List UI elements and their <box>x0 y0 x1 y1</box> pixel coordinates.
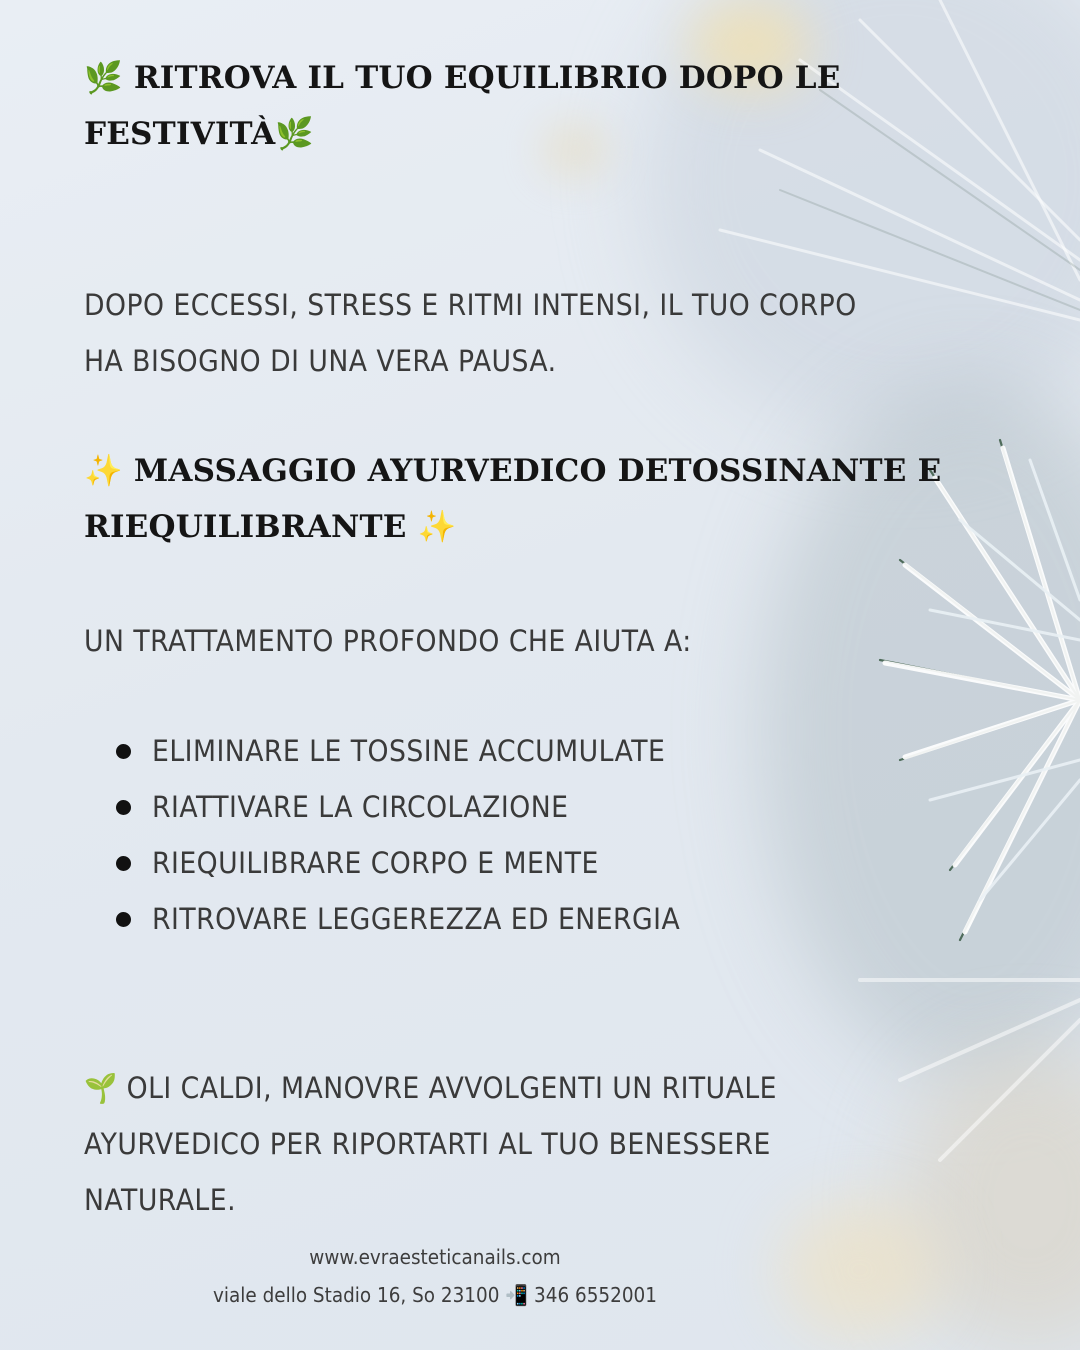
website-link[interactable]: www.evraesteticanails.com <box>309 1245 561 1269</box>
benefit-text: RITROVARE LEGGEREZZA ED ENERGIA <box>152 902 681 936</box>
lead-text: UN TRATTAMENTO PROFONDO CHE AIUTA A: <box>84 624 692 658</box>
main-heading <box>84 50 944 162</box>
bullet-icon <box>116 912 131 927</box>
contact-line <box>35 1283 835 1307</box>
herb-icon: 🌿 <box>275 116 315 152</box>
bullet-icon <box>116 856 131 871</box>
phone-number[interactable]: 346 6552001 <box>534 1283 657 1307</box>
herb-icon: 🌿 <box>84 60 123 96</box>
bullet-icon <box>116 800 131 815</box>
sparkles-icon: ✨ <box>417 509 457 545</box>
address-text: viale dello Stadio 16, So 23100 <box>213 1283 500 1307</box>
benefit-text: ELIMINARE LE TOSSINE ACCUMULATE <box>152 734 666 768</box>
treatment-heading-text: MASSAGGIO AYURVEDICO DETOSSINANTE E RIEQUILIBRANTE <box>84 453 942 545</box>
benefit-text: RIEQUILIBRARE CORPO E MENTE <box>152 846 599 880</box>
main-heading-text: RITROVA IL TUO EQUILIBRIO DOPO LE FESTIVITÀ <box>84 60 841 152</box>
intro-text: DOPO ECCESSI, STRESS E RITMI INTENSI, IL TUO CORPO HA BISOGNO DI UNA VERA PAUSA. <box>84 288 857 378</box>
seedling-icon: 🌱 <box>84 1071 118 1105</box>
bullet-icon <box>116 744 131 759</box>
sparkles-icon: ✨ <box>84 453 123 489</box>
treatment-heading <box>84 443 944 555</box>
benefit-text: RIATTIVARE LA CIRCOLAZIONE <box>152 790 569 824</box>
closing-text-body: OLI CALDI, MANOVRE AVVOLGENTI UN RITUALE AYURVEDICO PER RIPORTARTI AL TUO BENESSERE NATURALE. <box>84 1071 778 1217</box>
closing-text <box>84 1060 894 1228</box>
phone-icon: 📲 <box>505 1283 529 1307</box>
